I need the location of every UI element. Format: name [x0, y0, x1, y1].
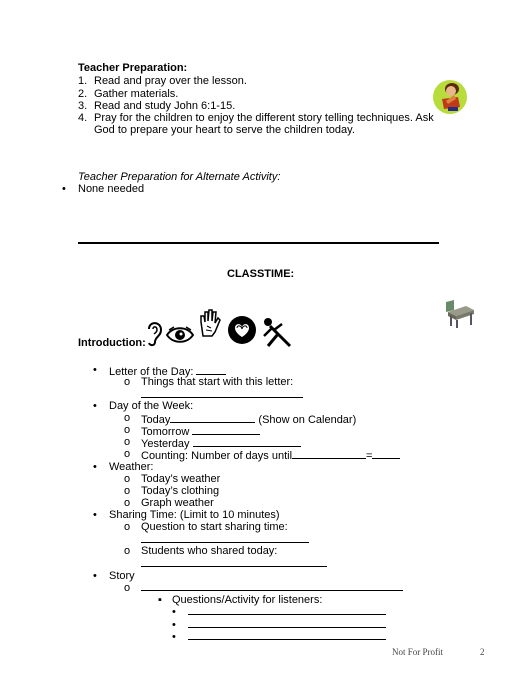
footer-text: Not For Profit — [392, 647, 444, 657]
sharing-time: Sharing Time: (Limit to 10 minutes) — [109, 509, 280, 521]
alt-activity-heading: Teacher Preparation for Alternate Activity: — [78, 171, 281, 183]
prep-item-1: Read and pray over the lesson. — [94, 75, 247, 87]
prep-item-4: Pray for the children to enjoy the different story telling techniques. Ask — [94, 112, 434, 124]
day-of-week: Day of the Week: — [109, 400, 194, 412]
sub-bullet: o — [124, 424, 131, 436]
letter-sub-item: Things that start with this letter: — [141, 376, 294, 388]
alt-bullet: • — [62, 183, 66, 195]
bullet: • — [172, 606, 176, 618]
square-bullet: ▪ — [158, 594, 162, 606]
heart-head-icon — [226, 314, 258, 346]
sub-bullet: o — [124, 545, 131, 557]
bullet: • — [93, 364, 97, 376]
sharing-question-line — [141, 532, 309, 546]
sub-bullet: o — [124, 376, 131, 388]
bullet: • — [172, 631, 176, 643]
weather-item: Today’s clothing — [141, 485, 220, 497]
eye-icon — [166, 325, 194, 345]
bullet: • — [93, 509, 97, 521]
classtime-title: CLASSTIME: — [227, 268, 295, 280]
praying-child-icon — [430, 77, 470, 115]
sub-bullet: o — [124, 448, 131, 460]
alt-activity-item: None needed — [78, 183, 145, 195]
classroom-desk-icon — [444, 298, 476, 330]
sub-bullet: o — [124, 436, 131, 448]
counting-item: Counting: Number of days until = — [141, 448, 400, 462]
listener-line — [188, 629, 386, 643]
page-number: 2 — [480, 647, 485, 657]
prep-item-num-1: 1. — [78, 75, 88, 87]
story: Story — [109, 570, 135, 582]
prep-item-num-3: 3. — [78, 100, 88, 112]
listeners-item: Questions/Activity for listeners: — [172, 594, 323, 606]
weather: Weather: — [109, 461, 154, 473]
sub-bullet: o — [124, 473, 131, 485]
prep-item-num-4: 4. — [78, 112, 88, 124]
yesterday-item: Yesterday — [141, 436, 301, 450]
sub-bullet: o — [124, 485, 131, 497]
section-divider — [78, 242, 439, 244]
bullet: • — [93, 570, 97, 582]
sub-bullet: o — [124, 582, 131, 594]
prep-item-3: Read and study John 6:1-15. — [94, 100, 236, 112]
sharing-students: Students who shared today: — [141, 545, 278, 557]
sharing-question: Question to start sharing time: — [141, 521, 288, 533]
introduction-label: Introduction: — [78, 337, 146, 349]
today-item: Today (Show on Calendar) — [141, 414, 357, 426]
letter-of-day: Letter of the Day: — [109, 364, 226, 378]
listener-line — [188, 604, 386, 618]
story-line — [141, 580, 403, 594]
weather-item: Today’s weather — [141, 473, 221, 485]
teacher-prep-heading: Teacher Preparation: — [78, 62, 188, 74]
bullet: • — [172, 619, 176, 631]
bullet: • — [93, 461, 97, 473]
sub-bullet: o — [124, 412, 131, 424]
prep-item-2: Gather materials. — [94, 88, 179, 100]
ear-icon — [145, 319, 163, 347]
prep-item-4-cont: God to prepare your heart to serve the children today. — [94, 124, 355, 136]
sub-bullet: o — [124, 497, 131, 509]
weather-item: Graph weather — [141, 497, 214, 509]
tomorrow-item: Tomorrow — [141, 424, 260, 438]
prep-item-num-2: 2. — [78, 88, 88, 100]
sharing-students-line — [141, 556, 327, 570]
sub-bullet: o — [124, 521, 131, 533]
bullet: • — [93, 400, 97, 412]
letter-sub-line — [141, 387, 303, 401]
hand-icon — [198, 308, 222, 338]
stretching-person-icon — [260, 316, 294, 348]
